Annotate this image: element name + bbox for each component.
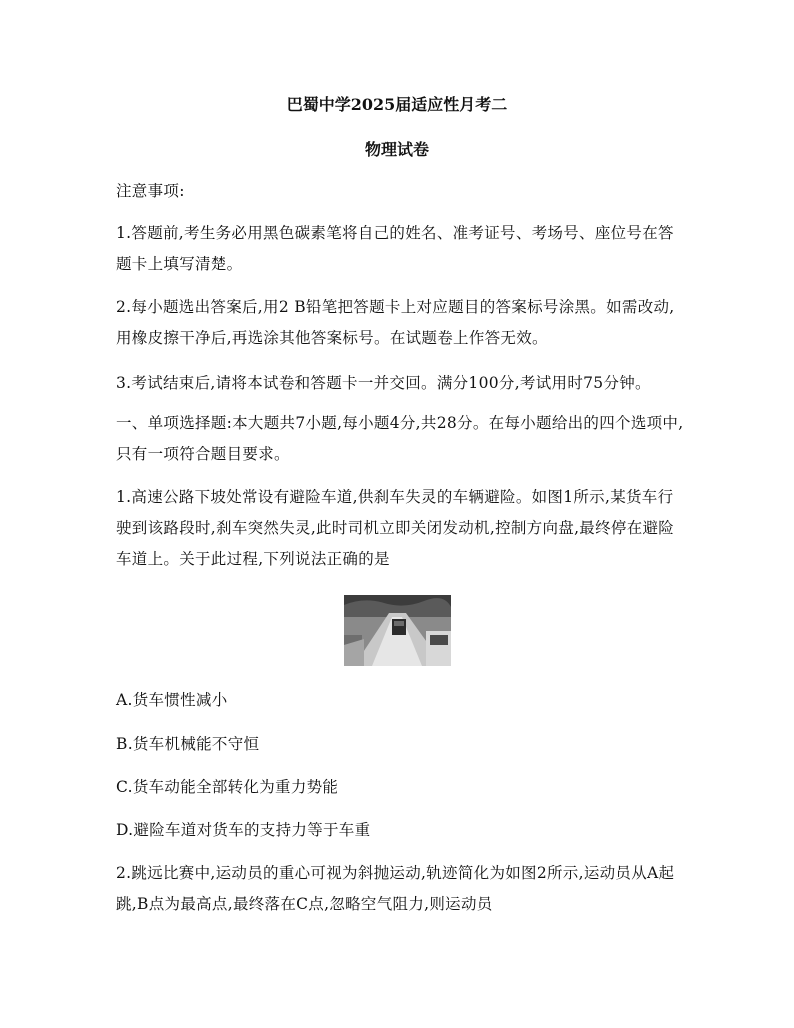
- notes-heading: 注意事项:: [116, 182, 185, 200]
- question-2-stem: 2.跳远比赛中,运动员的重心可视为斜抛运动,轨迹简化为如图2所示,运动员从A起跳,B点为最高点,最终落在C点,忽略空气阻力,则运动员: [116, 864, 675, 913]
- option-a: A.货车惯性减小: [116, 691, 228, 709]
- note-item: 1.答题前,考生务必用黑色碳素笔将自己的姓名、准考证号、考场号、座位号在答题卡上填写清楚。: [116, 224, 674, 273]
- exam-subject: 物理试卷: [364, 140, 429, 159]
- truck-escape-lane-photo: [344, 595, 451, 666]
- exam-title: 巴蜀中学2025届适应性月考二: [286, 95, 508, 114]
- option-d: D.避险车道对货车的支持力等于车重: [116, 821, 371, 839]
- option-c: C.货车动能全部转化为重力势能: [116, 778, 339, 796]
- option-b: B.货车机械能不守恒: [116, 735, 260, 753]
- note-item: 3.考试结束后,请将本试卷和答题卡一并交回。满分100分,考试用时75分钟。: [116, 374, 651, 392]
- note-item: 2.每小题选出答案后,用2 B铅笔把答题卡上对应题目的答案标号涂黑。如需改动,用橡皮擦干净后,再选涂其他答案标号。在试题卷上作答无效。: [116, 298, 675, 347]
- question-1-stem: 1.高速公路下坡处常设有避险车道,供刹车失灵的车辆避险。如图1所示,某货车行驶到该路段时,刹车突然失灵,此时司机立即关闭发动机,控制方向盘,最终停在避险车道上。关于此过程,下列说法正确的是: [116, 488, 675, 568]
- section-heading: 一、单项选择题:本大题共7小题,每小题4分,共28分。在每小题给出的四个选项中,只有一项符合题目要求。: [116, 414, 684, 463]
